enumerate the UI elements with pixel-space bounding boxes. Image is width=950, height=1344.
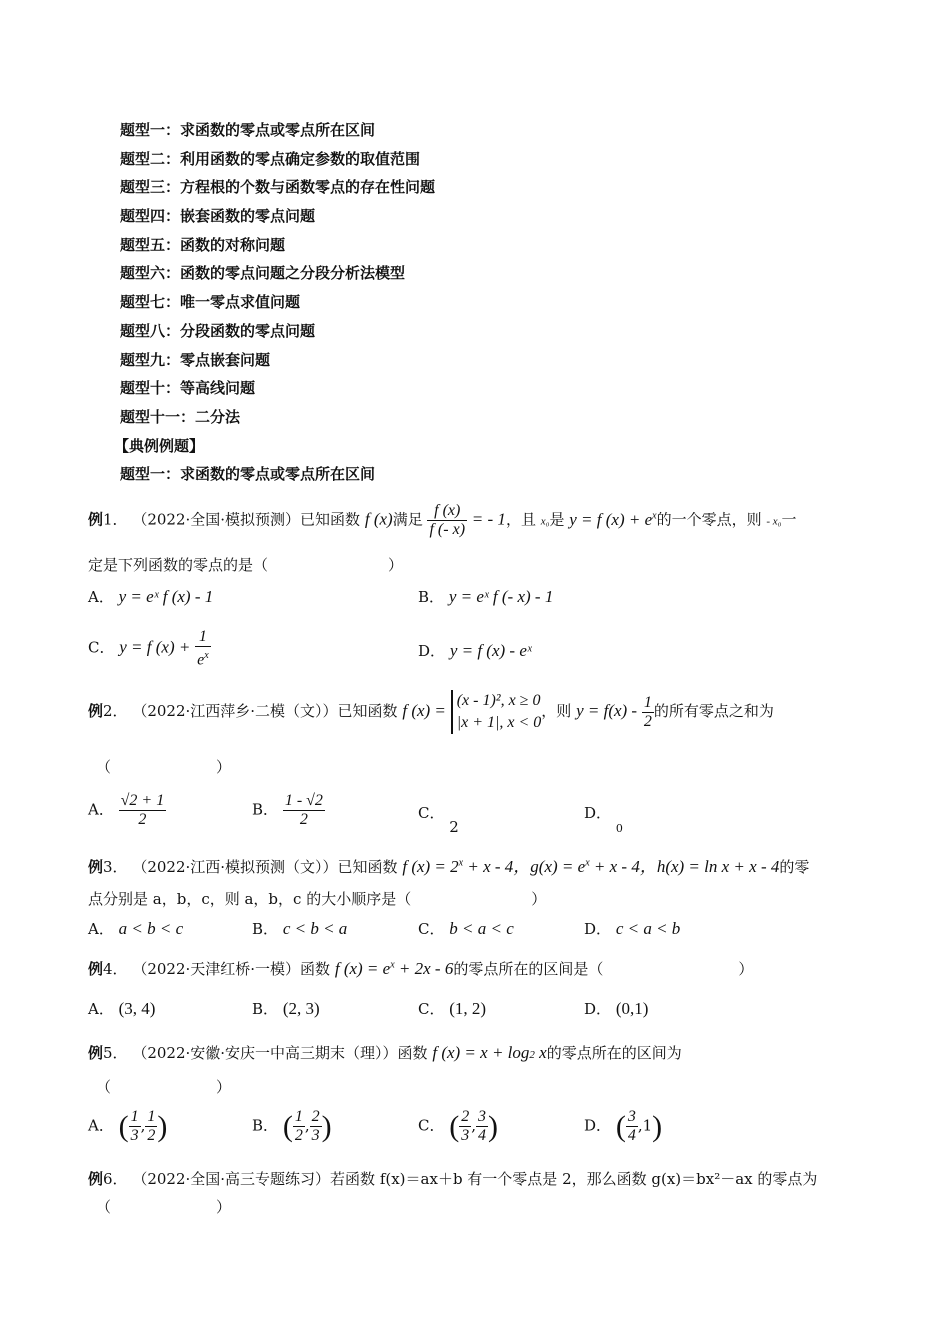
example-2-answer-blank: （ ）: [96, 758, 232, 776]
example-2-stem: 例2． （2022·江西萍乡·二模（文））已知函数 f (x) = (x - 1)², x ≥ 0 |x + 1|, x < 0 ，则 y = f(x) - $\frac{1}{2}$ 的所有零点之和为: [88, 690, 774, 734]
section-heading: 【典例例题】: [114, 436, 205, 455]
toc-item: 题型六：函数的零点问题之分段分析法模型: [120, 264, 406, 283]
example-6-answer-blank: （ ）: [96, 1198, 232, 1216]
example-4-stem: 例4． （2022·天津红桥·一模）函数 f $(x) = e^x + 2x - 6$的零点所在的区间是（ ）: [88, 959, 754, 978]
math-fraction: $\frac{f (x)}{f (- x)}$: [429, 502, 466, 538]
example-5-option-b[interactable]: B． ( $\frac{1}{2}$ , $\frac{2}{3}$ ): [252, 1108, 332, 1144]
example-5-option-d[interactable]: D． ( $\frac{3}{4}$ ,1): [584, 1108, 663, 1144]
toc-item: 题型八：分段函数的零点问题: [120, 321, 316, 340]
example-4-option-c[interactable]: C． (1, 2): [418, 999, 487, 1018]
example-3-option-a[interactable]: A． a < b < c: [88, 919, 184, 938]
example-1-option-c[interactable]: C． y = f (x) + $\frac{1}{e^x}$: [88, 628, 209, 669]
example-2-option-d[interactable]: D． $_0$: [584, 804, 623, 835]
toc-item: 题型七：唯一零点求值问题: [120, 293, 301, 312]
example-3-stem: 例3． （2022·江西·模拟预测（文））已知函数 f $(x) = 2^x + x - 4$，$g(x) = e^x + x - 4$，h(x) = ln x + x - 4的零: [88, 857, 810, 876]
example-2-option-b[interactable]: B． $\frac{1 - √2}{2}$: [252, 792, 323, 828]
example-1-option-a[interactable]: A． y = eˣ f (x) - 1: [88, 587, 214, 606]
toc-item: 题型十一：二分法: [120, 407, 241, 426]
example-5-option-c[interactable]: C． ( $\frac{2}{3}$ , $\frac{3}{4}$ ): [418, 1108, 499, 1144]
example-5-option-a[interactable]: A． ( $\frac{1}{3}$ , $\frac{1}{2}$ ): [88, 1108, 168, 1144]
subsection-heading: 题型一：求函数的零点或零点所在区间: [120, 465, 376, 484]
toc-item: 题型一：求函数的零点或零点所在区间: [120, 121, 376, 139]
toc-item: 题型二：利用函数的零点确定参数的取值范围: [120, 149, 421, 168]
example-1-option-b[interactable]: B． y = eˣ f (- x) - 1: [418, 587, 554, 606]
example-3-option-d[interactable]: D． c < a < b: [584, 919, 681, 938]
example-4-option-b[interactable]: B． (2, 3): [252, 999, 320, 1018]
example-1-stem: 例1． （2022·全国·模拟预测）已知函数 f (x)满足 $\frac{f (x)}{f (- x)}$ = - 1，且 x₀是 y = f $(x) + e^x$的一个零点，则 - x₀一: [88, 502, 797, 538]
example-2-option-c[interactable]: C． 2: [418, 804, 459, 836]
piecewise-function: (x - 1)², x ≥ 0 |x + 1|, x < 0: [451, 690, 542, 734]
example-6-stem: 例6． （2022·全国·高三专题练习）若函数 f(x)＝ax＋b 有一个零点是 2，那么函数 g(x)＝bx²－ax 的零点为: [88, 1170, 818, 1188]
example-1-stem-line2: 定是下列函数的零点的是（ ）: [88, 556, 404, 574]
example-3-option-b[interactable]: B． c < b < a: [252, 919, 348, 938]
example-5-answer-blank: （ ）: [96, 1078, 232, 1096]
example-5-stem: 例5． （2022·安徽·安庆一中高三期末（理））函数 f (x) = x + log2 x的零点所在的区间为: [88, 1043, 682, 1062]
example-1-option-d[interactable]: D． y = f (x) - eˣ: [418, 641, 532, 660]
question-type-list: [114, 116, 436, 489]
example-3-option-c[interactable]: C． b < a < c: [418, 919, 514, 938]
toc-item: 题型四：嵌套函数的零点问题: [120, 207, 316, 226]
toc-item: 题型五：函数的对称问题: [120, 235, 286, 254]
toc-item: 题型十：等高线问题: [120, 379, 256, 398]
example-4-option-d[interactable]: D． (0,1): [584, 999, 649, 1018]
toc-item: 题型九：零点嵌套问题: [120, 350, 271, 369]
example-2-option-a[interactable]: A． $\frac{√2 + 1}{2}$: [88, 792, 165, 828]
example-3-stem-line2: 点分别是 a，b，c，则 a，b，c 的大小顺序是（ ）: [88, 890, 547, 908]
example-4-option-a[interactable]: A． (3, 4): [88, 999, 156, 1018]
math-fx: f (x): [364, 509, 393, 529]
toc-item: 题型三：方程根的个数与函数零点的存在性问题: [120, 178, 436, 197]
